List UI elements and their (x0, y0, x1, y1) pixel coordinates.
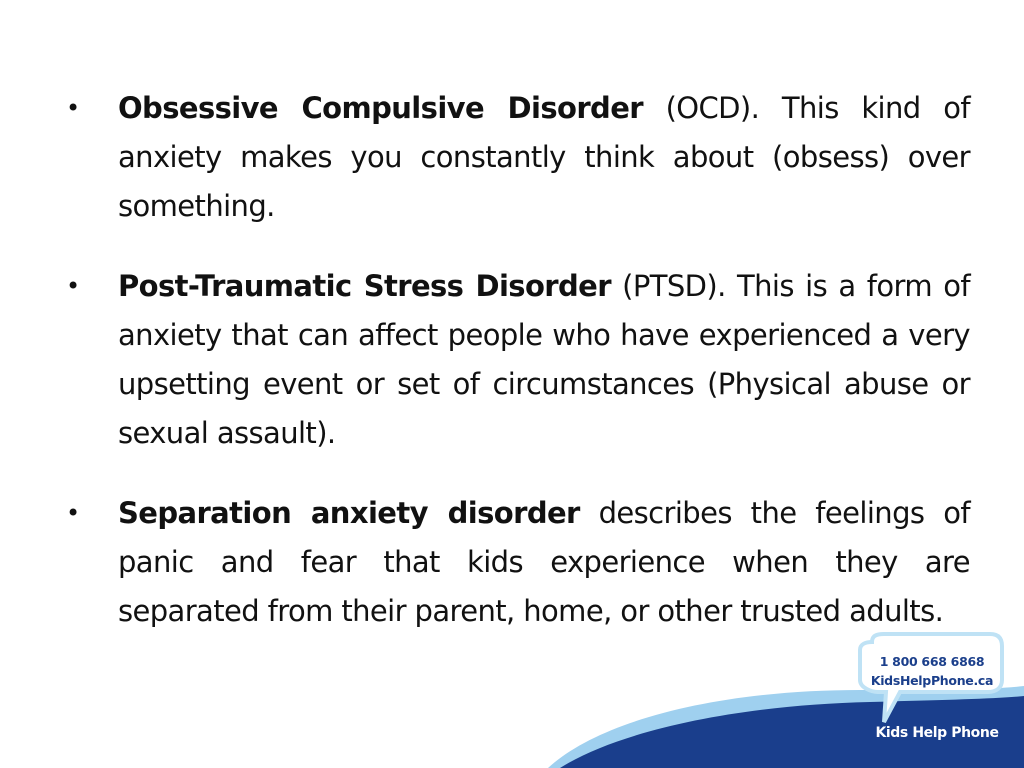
term-label: Obsessive Compulsive Disorder (118, 91, 643, 125)
brand-contact (862, 652, 1002, 690)
bullet-icon: • (66, 272, 80, 300)
term-label: Separation anxiety disorder (118, 496, 580, 530)
bullet-icon: • (66, 94, 80, 122)
term-description: describes the feelings of panic and fear that kids experience when they are separated from their parent, home, or other trusted adults. (118, 496, 970, 628)
term-label: Post-Traumatic Stress Disorder (118, 269, 611, 303)
term-description: (OCD). This kind of anxiety makes you constantly think about (obsess) over something. (118, 91, 970, 223)
brand-website: KidsHelpPhone.ca (870, 673, 994, 688)
brand-name: Kids Help Phone (875, 725, 999, 741)
term-description: (PTSD). This is a form of anxiety that can affect people who have experienced a very upsetting event or set of circumstances (Physical abuse or sexual assault). (118, 269, 970, 450)
bullet-icon: • (66, 499, 80, 527)
brand-phone: 1 800 668 6868 (879, 654, 985, 669)
